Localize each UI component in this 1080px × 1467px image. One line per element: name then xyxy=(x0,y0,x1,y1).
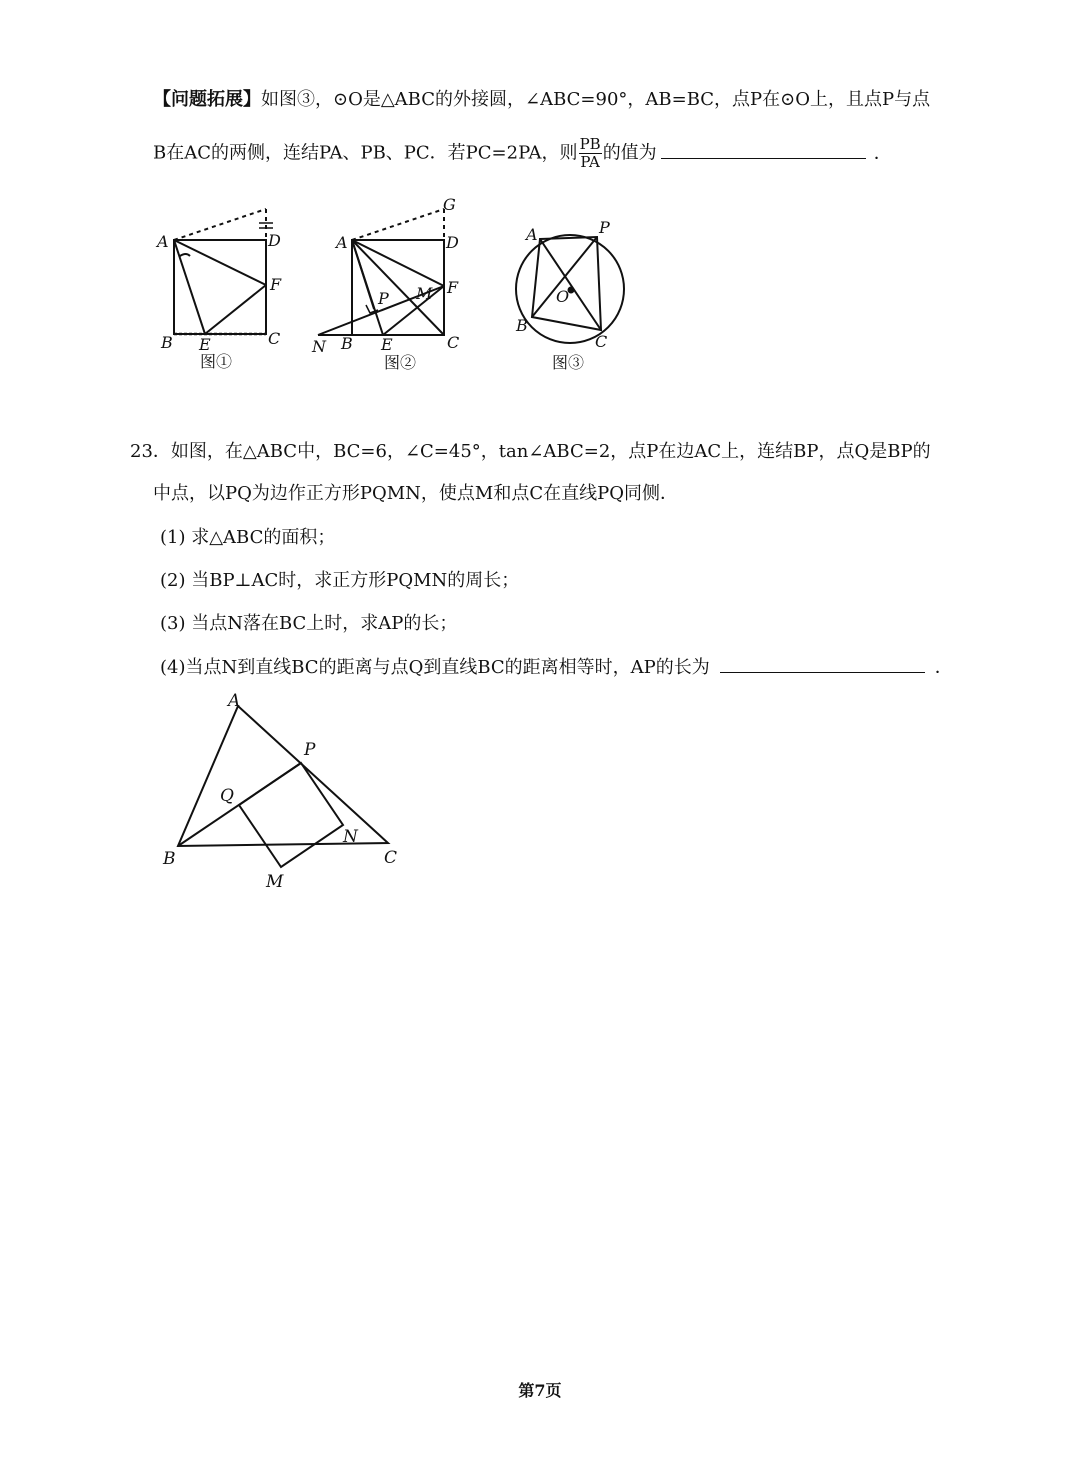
fig1-label-d: D xyxy=(268,231,281,250)
page-number: 第7页 xyxy=(518,1381,562,1400)
question-4-text: (4)当点N到直线BC的距离与点Q到直线BC的距离相等时，AP的长为 xyxy=(160,657,710,678)
fig3-line-ac xyxy=(540,239,601,330)
problem23-line-2: 中点，以PQ为边作正方形PQMN，使点M和点C在直线PQ同侧． xyxy=(153,483,678,504)
fig1-line-ae xyxy=(174,240,205,334)
fig1-label-a: A xyxy=(157,232,169,251)
fig4-label-n: N xyxy=(343,827,358,847)
fig3-caption: 图③ xyxy=(552,353,585,372)
fig2-label-p: P xyxy=(378,289,389,308)
fig1-label-b: B xyxy=(161,333,173,352)
fig2-dashed-ag xyxy=(352,209,444,240)
fig2-label-f: F xyxy=(447,278,459,297)
fig4-label-c: C xyxy=(384,848,398,868)
fig4-label-b: B xyxy=(163,849,176,869)
fig4-label-m: M xyxy=(266,872,284,892)
extension-end-mark: ． xyxy=(873,142,892,164)
fig2-label-n: N xyxy=(312,337,326,356)
fig3-label-a: A xyxy=(526,225,538,244)
fig1-label-e: E xyxy=(199,335,211,354)
fig1-angle-mark xyxy=(180,254,190,256)
fig2-label-a: A xyxy=(336,233,348,252)
extension-line1-text: 如图③，⊙O是△ABC的外接圆，∠ABC=90°，AB=BC，点P在⊙O上，且点P与点 xyxy=(261,89,931,110)
fig2-caption: 图② xyxy=(384,353,417,372)
problem23-line-1: 23．如图，在△ABC中，BC=6，∠C=45°，tan∠ABC=2，点P在边AC上，连结BP，点Q是BP的 xyxy=(130,441,931,462)
fig2-label-c: C xyxy=(447,333,460,352)
fig2-label-d: D xyxy=(446,233,459,252)
fig3-label-c: C xyxy=(595,332,608,351)
fig1-label-c: C xyxy=(268,329,281,348)
fig1-dashed-ac xyxy=(174,209,266,240)
fig3-label-p: P xyxy=(599,218,610,237)
extension-line2-tail: 的值为 xyxy=(602,142,657,164)
figure-2 xyxy=(311,195,459,372)
problem23-question-1: (1) 求△ABC的面积； xyxy=(160,527,336,548)
fig2-label-g: G xyxy=(443,195,456,214)
problem23-question-2: (2) 当BP⊥AC时，求正方形PQMN的周长； xyxy=(160,570,520,591)
fraction-numerator: PB xyxy=(579,135,601,153)
fig1-line-af xyxy=(174,240,266,285)
fig4-label-p: P xyxy=(304,740,316,760)
fig4-label-q: Q xyxy=(220,786,234,806)
figure-problem23 xyxy=(162,691,397,892)
fig2-label-m: M xyxy=(416,284,433,303)
fig1-caption: 图① xyxy=(200,352,233,371)
fig4-label-a: A xyxy=(228,691,241,711)
fig2-label-e: E xyxy=(381,335,393,354)
fig3-center-dot xyxy=(569,288,574,293)
fig3-label-o: O xyxy=(556,287,570,306)
fig3-label-b: B xyxy=(516,316,528,335)
problem23-question-3: (3) 当点N落在BC上时，求AP的长； xyxy=(160,613,458,634)
question-4-end-mark: ． xyxy=(934,657,953,678)
fig1-line-ef xyxy=(205,285,266,334)
figure-3 xyxy=(515,218,624,372)
extension-header: 【问题拓展】 xyxy=(153,89,261,110)
fraction-denominator: PA xyxy=(580,153,600,171)
fig1-label-f: F xyxy=(270,275,282,294)
fig2-line-ef xyxy=(383,286,444,335)
square-pqmn xyxy=(239,763,343,867)
fig2-label-b: B xyxy=(341,334,353,353)
figure-1 xyxy=(155,209,282,371)
extension-line2-text: B在AC的两侧，连结PA、PB、PC．若PC=2PA，则 xyxy=(153,142,578,164)
